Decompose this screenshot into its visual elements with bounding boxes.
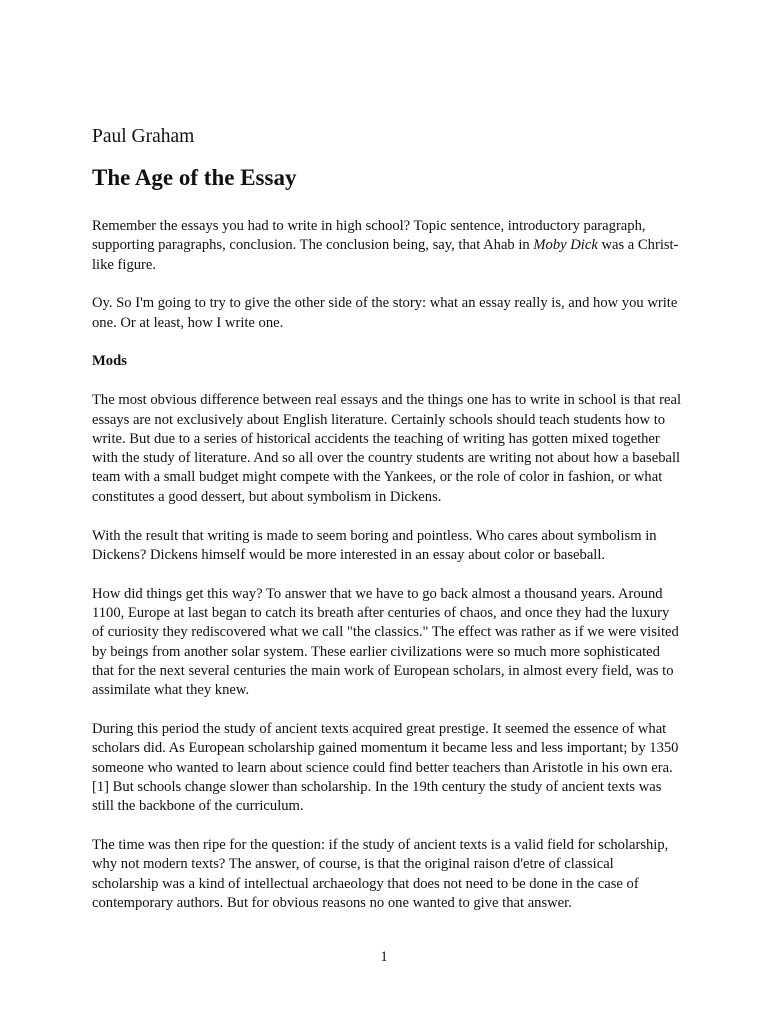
book-title-italic: Moby Dick	[533, 237, 598, 254]
document-body	[92, 124, 682, 913]
paragraph-question: The time was then ripe for the question: if the study of ancient texts is a valid field for scholarship, why not modern texts? The answer, of course, is that the original raison d'etre of classical scholarship was a kind of intellectual archaeology that does not need to be done in the case of contemporary authors. But for obvious reasons no one wanted to give that answer.	[92, 836, 669, 911]
paragraph-oy: Oy. So I'm going to try to give the other side of the story: what an essay really is, and how you write one. Or at least, how I write one.	[92, 295, 678, 331]
paragraph-result: With the result that writing is made to seem boring and pointless. Who cares about symbolism in Dickens? Dickens himself would be more interested in an essay about color or baseball.	[92, 527, 657, 563]
paragraph-prestige: During this period the study of ancient texts acquired great prestige. It seemed the essence of what scholars did. As European scholarship gained momentum it became less and less important; by 1350 someone who wanted to learn about science could find better teachers than Aristotle in his own era. [1] But schools change slower than scholarship. In the 19th century the study of ancient texts was still the backbone of the curriculum.	[92, 720, 679, 815]
paragraph-intro-text-b: was a Christ-like figure.	[92, 237, 679, 273]
paragraph-difference: The most obvious difference between real essays and the things one has to write in school is that real essays are not exclusively about English literature. Certainly schools should teach students how to write. But due to a series of historical accidents the teaching of writing has gotten mixed together with the study of literature. And so all over the country students are writing not about how a baseball team with a small budget might compete with the Yankees, or the role of color in fashion, or what constitutes a good dessert, but about symbolism in Dickens.	[92, 392, 681, 505]
author-name: Paul Graham	[92, 126, 195, 147]
paragraph-history: How did things get this way? To answer that we have to go back almost a thousand years. Around 1100, Europe at last began to catch its breath after centuries of chaos, and once they had the luxury of curiosity they rediscovered what we call "the classics." The effect was rather as if we were visited by beings from another solar system. These earlier civilizations were so much more sophisticated that for the next several centuries the main work of European scholars, in almost every field, was to assimilate what they knew.	[92, 585, 679, 699]
essay-title: The Age of the Essay	[92, 165, 297, 190]
paragraph-intro	[92, 217, 682, 275]
paragraph-intro-text-a: Remember the essays you had to write in high school? Topic sentence, introductory paragraph, supporting paragraphs, conclusion. The conclusion being, say, that Ahab in	[92, 218, 646, 254]
section-heading-mods: Mods	[92, 353, 127, 370]
page-number: 1	[380, 949, 388, 965]
